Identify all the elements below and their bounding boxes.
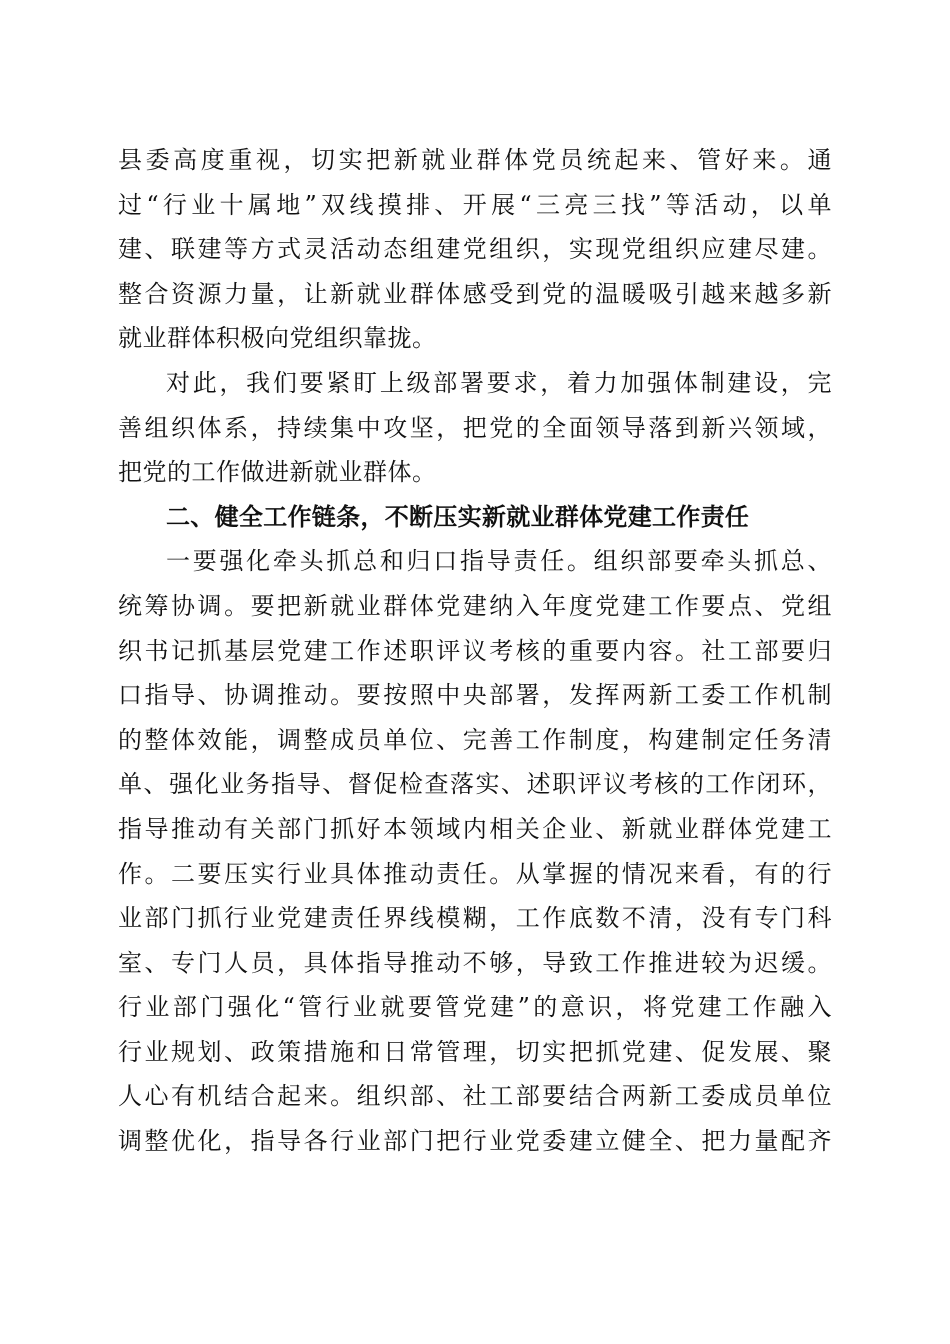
text-line: 业部门抓行业党建责任界线模糊，工作底数不清，没有专门科 [118,904,832,933]
section-heading: 二、健全工作链条，不断压实新就业群体党建工作责任 [166,502,750,531]
text-line: 的整体效能，调整成员单位、完善工作制度，构建制定任务清 [118,725,832,754]
text-line: 行业部门强化“管行业就要管党建”的意识，将党建工作融入 [118,993,832,1022]
paragraph-1 [118,138,832,361]
paragraph-2 [118,361,832,495]
text-line: 调整优化，指导各行业部门把行业党委建立健全、把力量配齐 [118,1127,832,1156]
text-line: 把党的工作做进新就业群体。 [118,458,437,487]
text-line: 建、联建等方式灵活动态组建党组织，实现党组织应建尽建。 [118,235,832,264]
text-line: 人心有机结合起来。组织部、社工部要结合两新工委成员单位 [118,1082,832,1111]
text-line: 一要强化牵头抓总和归口指导责任。组织部要牵头抓总、 [166,547,832,576]
text-line: 单、强化业务指导、督促检查落实、述职评议考核的工作闭环， [118,770,832,799]
paragraph-3 [118,539,832,1163]
text-line: 对此，我们要紧盯上级部署要求，着力加强体制建设，完 [166,368,832,397]
text-line: 口指导、协调推动。要按照中央部署，发挥两新工委工作机制 [118,681,832,710]
text-line: 织书记抓基层党建工作述职评议考核的重要内容。社工部要归 [118,636,832,665]
text-line: 整合资源力量，让新就业群体感受到党的温暖吸引越来越多新 [118,279,832,308]
text-line: 就业群体积极向党组织靠拢。 [118,324,437,353]
text-line: 室、专门人员，具体指导推动不够，导致工作推进较为迟缓。 [118,948,832,977]
text-line: 作。二要压实行业具体推动责任。从掌握的情况来看，有的行 [118,859,832,888]
text-line: 行业规划、政策措施和日常管理，切实把抓党建、促发展、聚 [118,1037,832,1066]
text-line: 指导推动有关部门抓好本领域内相关企业、新就业群体党建工 [118,814,832,843]
text-line: 过“行业十属地”双线摸排、开展“三亮三找”等活动，以单 [118,190,832,219]
text-line: 县委高度重视，切实把新就业群体党员统起来、管好来。通 [118,146,832,174]
document-page [118,138,832,1164]
text-line: 统筹协调。要把新就业群体党建纳入年度党建工作要点、党组 [118,591,832,620]
text-line: 善组织体系，持续集中攻坚，把党的全面领导落到新兴领域， [118,413,832,442]
